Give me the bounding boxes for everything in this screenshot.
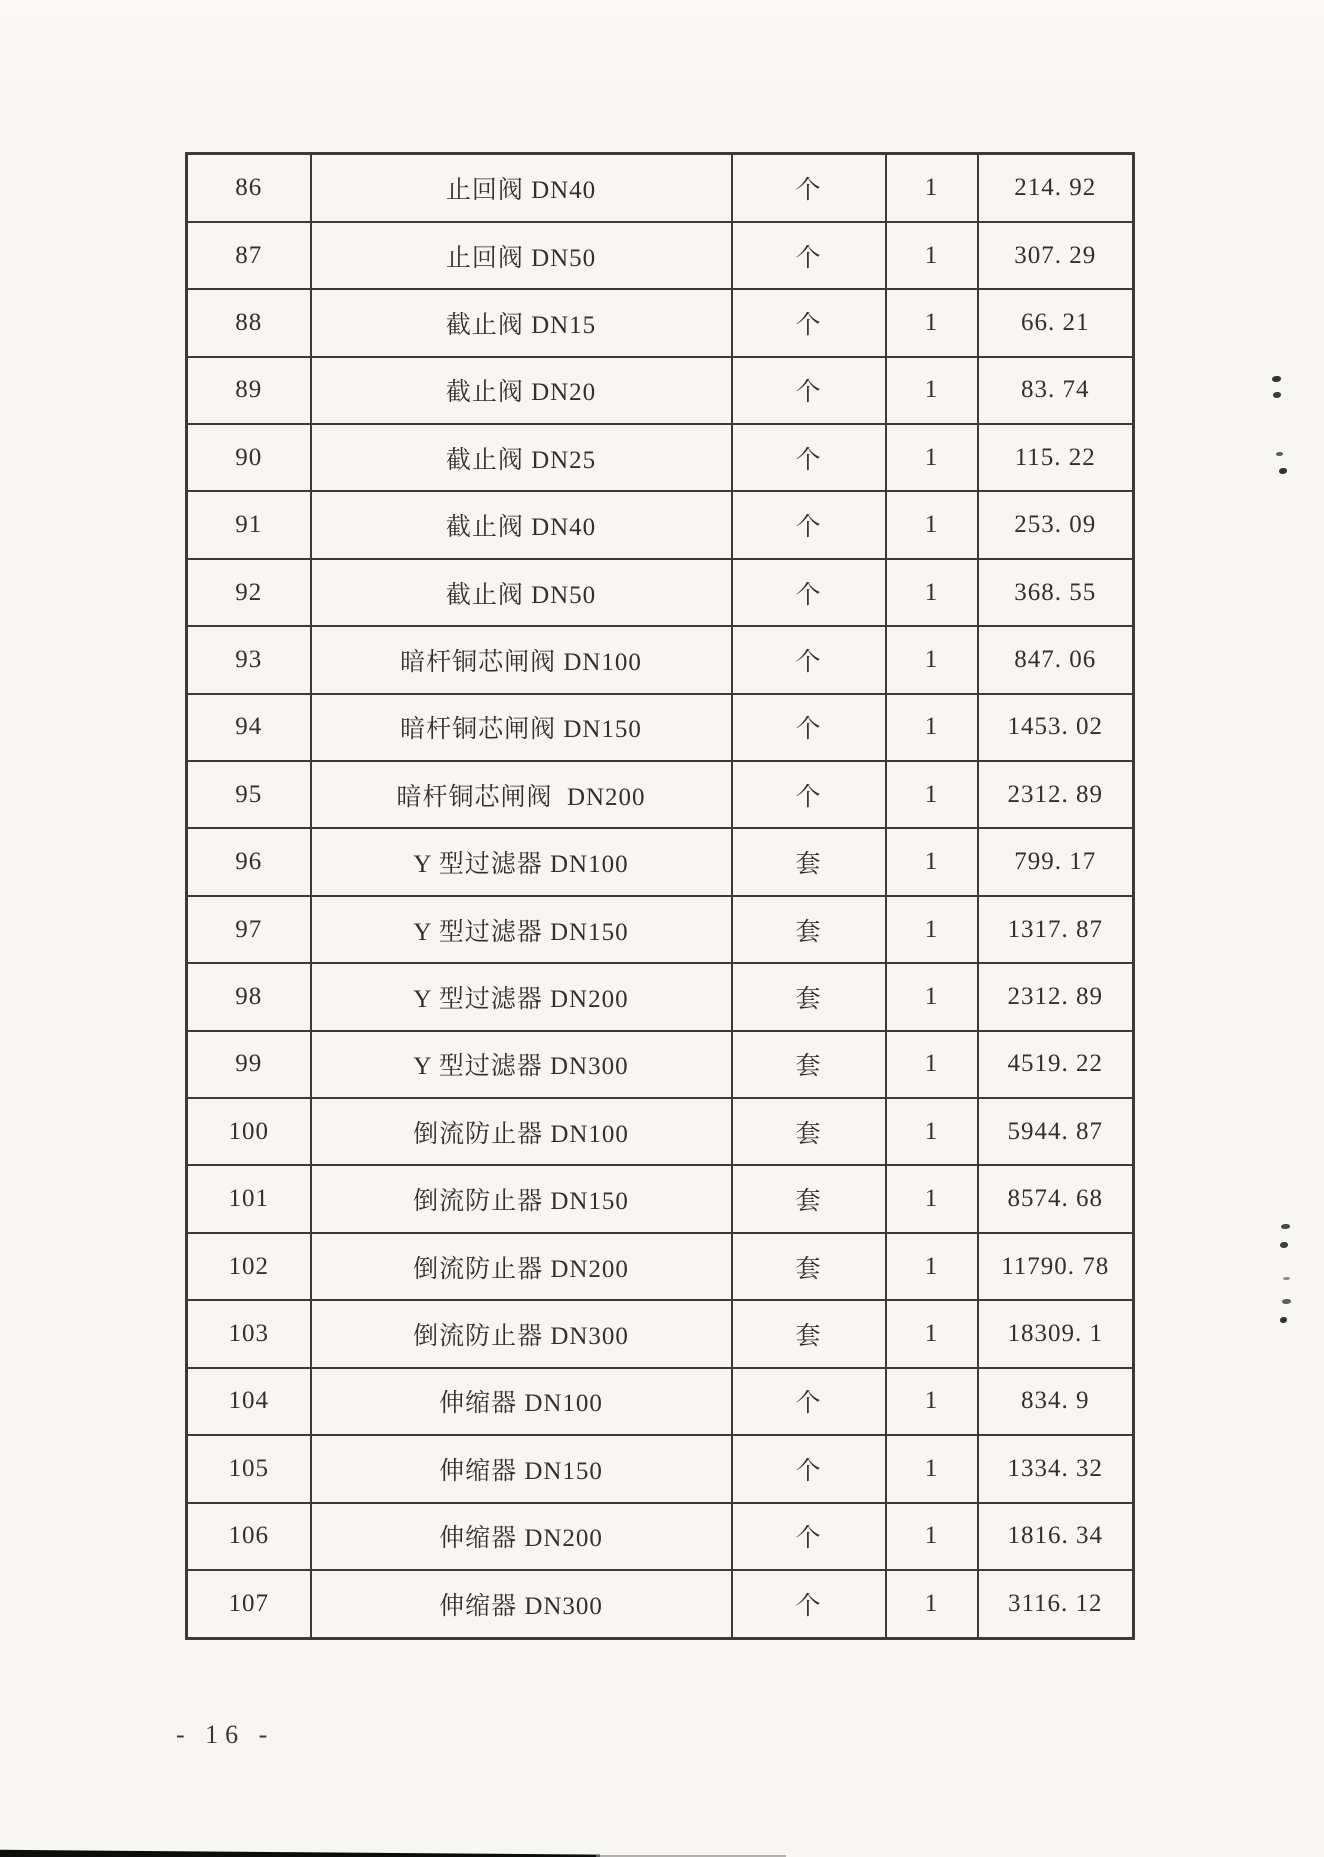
table-row [187,963,1134,1030]
cell-name: 暗杆铜芯闸阀 DN150 [311,694,732,761]
cell-unit: 个 [732,222,886,289]
cell-no: 97 [187,896,311,963]
cell-no: 107 [187,1570,311,1639]
cell-no: 90 [187,424,311,491]
cell-unit: 个 [732,424,886,491]
cell-price: 3116. 12 [978,1570,1134,1639]
cell-qty: 1 [886,491,978,558]
cell-no: 100 [187,1098,311,1165]
cell-name: 伸缩器 DN150 [311,1435,732,1502]
cell-price: 847. 06 [978,626,1134,693]
ink-mark [1279,468,1287,474]
cell-name: 暗杆铜芯闸阀 DN200 [311,761,732,828]
cell-name: 止回阀 DN40 [311,154,732,222]
cell-name: 伸缩器 DN100 [311,1368,732,1435]
table-row [187,896,1134,963]
cell-name: 截止阀 DN20 [311,357,732,424]
cell-price: 4519. 22 [978,1031,1134,1098]
cell-unit: 个 [732,1368,886,1435]
cell-name: 倒流防止器 DN100 [311,1098,732,1165]
table-row [187,222,1134,289]
cell-qty: 1 [886,828,978,895]
cell-price: 83. 74 [978,357,1134,424]
cell-qty: 1 [886,1570,978,1639]
cell-name: 截止阀 DN15 [311,289,732,356]
table-row [187,1435,1134,1502]
cell-no: 92 [187,559,311,626]
cell-no: 99 [187,1031,311,1098]
cell-no: 102 [187,1233,311,1300]
table-row [187,1233,1134,1300]
cell-name: 截止阀 DN50 [311,559,732,626]
cell-name: Y 型过滤器 DN200 [311,963,732,1030]
cell-price: 2312. 89 [978,963,1134,1030]
cell-qty: 1 [886,896,978,963]
cell-price: 214. 92 [978,154,1134,222]
ink-mark [1282,1299,1291,1304]
cell-unit: 个 [732,559,886,626]
cell-unit: 套 [732,1300,886,1367]
cell-qty: 1 [886,289,978,356]
cell-name: 倒流防止器 DN150 [311,1165,732,1232]
cell-no: 88 [187,289,311,356]
cell-name: 倒流防止器 DN200 [311,1233,732,1300]
cell-no: 105 [187,1435,311,1502]
scan-edge-shadow [0,1849,600,1857]
page-number: - 16 - [176,1720,275,1749]
cell-qty: 1 [886,154,978,222]
cell-no: 94 [187,694,311,761]
ink-mark [1276,452,1283,456]
cell-price: 11790. 78 [978,1233,1134,1300]
price-table [185,152,1135,1640]
cell-qty: 1 [886,1435,978,1502]
table-row [187,1300,1134,1367]
cell-name: 截止阀 DN40 [311,491,732,558]
cell-qty: 1 [886,761,978,828]
table-row [187,1098,1134,1165]
cell-unit: 套 [732,828,886,895]
cell-price: 307. 29 [978,222,1134,289]
cell-unit: 个 [732,289,886,356]
table-row [187,491,1134,558]
table-row [187,559,1134,626]
cell-no: 87 [187,222,311,289]
cell-name: 伸缩器 DN200 [311,1503,732,1570]
cell-unit: 个 [732,626,886,693]
cell-name: 截止阀 DN25 [311,424,732,491]
cell-no: 91 [187,491,311,558]
cell-no: 93 [187,626,311,693]
ink-mark [1281,1224,1290,1229]
cell-price: 1317. 87 [978,896,1134,963]
cell-qty: 1 [886,424,978,491]
cell-name: Y 型过滤器 DN100 [311,828,732,895]
cell-price: 2312. 89 [978,761,1134,828]
cell-price: 115. 22 [978,424,1134,491]
table-row [187,1368,1134,1435]
cell-qty: 1 [886,963,978,1030]
cell-unit: 个 [732,357,886,424]
cell-no: 103 [187,1300,311,1367]
cell-qty: 1 [886,1300,978,1367]
cell-qty: 1 [886,1098,978,1165]
cell-qty: 1 [886,1031,978,1098]
cell-unit: 套 [732,1031,886,1098]
cell-qty: 1 [886,559,978,626]
cell-unit: 套 [732,1233,886,1300]
cell-price: 8574. 68 [978,1165,1134,1232]
table-row [187,1570,1134,1639]
ink-mark [1272,376,1281,382]
cell-unit: 套 [732,896,886,963]
table-row [187,1165,1134,1232]
table-row [187,1503,1134,1570]
cell-price: 253. 09 [978,491,1134,558]
ink-mark [1283,1277,1290,1280]
cell-no: 106 [187,1503,311,1570]
table-row [187,357,1134,424]
cell-unit: 个 [732,491,886,558]
table-row [187,694,1134,761]
cell-price: 5944. 87 [978,1098,1134,1165]
table-row [187,424,1134,491]
cell-no: 86 [187,154,311,222]
cell-name: 伸缩器 DN300 [311,1570,732,1639]
cell-qty: 1 [886,626,978,693]
cell-price: 834. 9 [978,1368,1134,1435]
cell-price: 18309. 1 [978,1300,1134,1367]
cell-qty: 1 [886,694,978,761]
cell-no: 89 [187,357,311,424]
table-row [187,626,1134,693]
cell-name: 止回阀 DN50 [311,222,732,289]
cell-no: 98 [187,963,311,1030]
cell-qty: 1 [886,357,978,424]
cell-price: 1816. 34 [978,1503,1134,1570]
cell-price: 1453. 02 [978,694,1134,761]
cell-unit: 个 [732,761,886,828]
cell-no: 96 [187,828,311,895]
table-row [187,1031,1134,1098]
cell-qty: 1 [886,1503,978,1570]
cell-qty: 1 [886,1368,978,1435]
cell-unit: 个 [732,1570,886,1639]
cell-unit: 个 [732,1435,886,1502]
cell-price: 1334. 32 [978,1435,1134,1502]
cell-qty: 1 [886,1165,978,1232]
cell-no: 104 [187,1368,311,1435]
cell-no: 95 [187,761,311,828]
cell-unit: 套 [732,1165,886,1232]
cell-name: Y 型过滤器 DN300 [311,1031,732,1098]
cell-qty: 1 [886,222,978,289]
ink-mark [1280,1317,1287,1323]
table-row [187,828,1134,895]
cell-qty: 1 [886,1233,978,1300]
table-row [187,154,1134,222]
table-row [187,289,1134,356]
cell-name: Y 型过滤器 DN150 [311,896,732,963]
cell-name: 暗杆铜芯闸阀 DN100 [311,626,732,693]
cell-no: 101 [187,1165,311,1232]
cell-unit: 套 [732,1098,886,1165]
table-row [187,761,1134,828]
ink-mark [1273,392,1281,398]
cell-unit: 个 [732,1503,886,1570]
cell-price: 799. 17 [978,828,1134,895]
ink-mark [1280,1242,1288,1248]
cell-price: 66. 21 [978,289,1134,356]
cell-name: 倒流防止器 DN300 [311,1300,732,1367]
cell-unit: 个 [732,694,886,761]
cell-price: 368. 55 [978,559,1134,626]
cell-unit: 套 [732,963,886,1030]
cell-unit: 个 [732,154,886,222]
